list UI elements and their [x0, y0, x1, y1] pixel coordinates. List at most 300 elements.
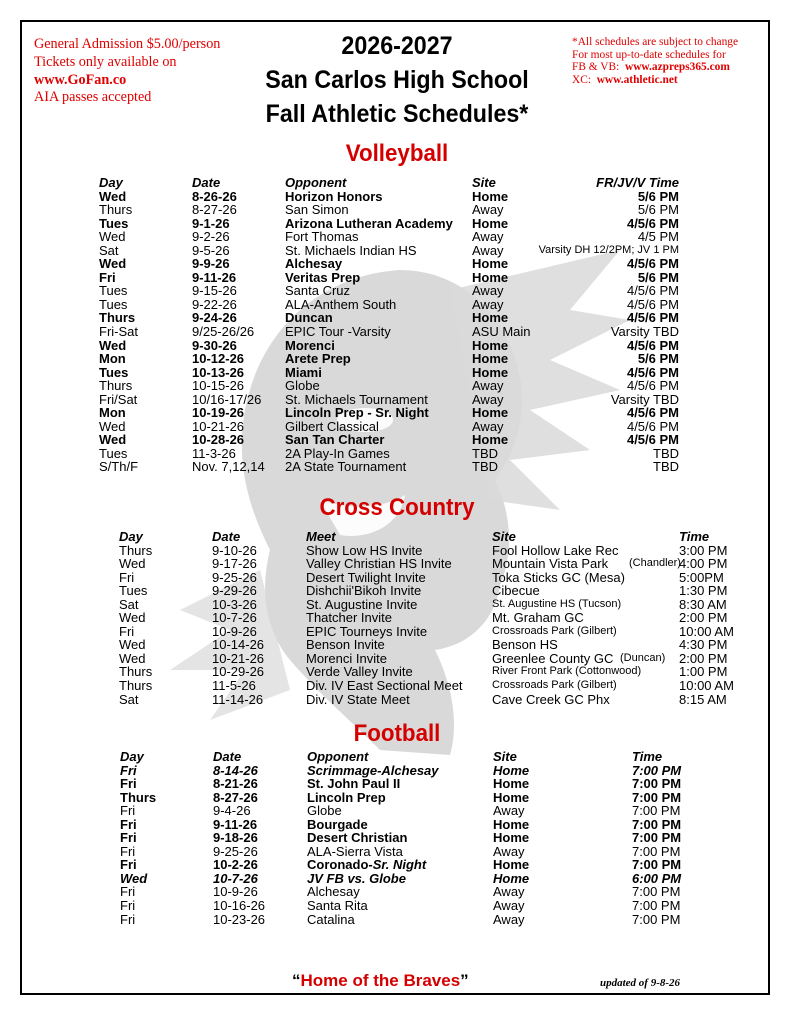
football-row	[120, 858, 700, 872]
game-date: 10-9-26	[213, 884, 258, 900]
col-header-time: FR/JV/V Time	[596, 175, 679, 190]
cross-country-row	[119, 625, 759, 639]
football-row	[120, 764, 700, 778]
meet-time: 4:00 PM	[679, 556, 728, 572]
game-time: TBD	[653, 459, 679, 475]
game-day: Thurs	[99, 378, 133, 394]
disclaimer-updates: For most up-to-date schedules for	[572, 48, 726, 61]
game-time: 4/5/6 PM	[626, 296, 679, 312]
meet-time: 5:00PM	[679, 569, 724, 585]
game-time: Varsity TBD	[610, 391, 679, 407]
game-day: Wed	[99, 256, 127, 272]
game-day: Wed	[99, 418, 126, 434]
game-date: Nov. 7,12,14	[192, 459, 265, 475]
game-site: Home	[472, 310, 509, 326]
game-time: 4/5/6 PM	[626, 364, 679, 380]
game-day: Tues	[99, 364, 129, 380]
game-date: 9-11-26	[213, 816, 258, 832]
football-header-row	[120, 750, 700, 764]
game-site: Away	[472, 378, 504, 394]
volleyball-heading: Volleyball	[345, 140, 449, 167]
game-opponent: Morenci	[285, 337, 335, 353]
game-site: ASU Main	[472, 324, 531, 340]
meet-date: 9-10-26	[212, 542, 257, 558]
meet-date: 10-29-26	[212, 664, 265, 680]
meet-site-city: (Chandler)	[629, 557, 681, 570]
meet-day: Thurs	[119, 542, 153, 558]
meet-site: River Front Park (Cottonwood)	[492, 665, 642, 678]
footer-slogan: “Home of the Braves”	[292, 971, 469, 990]
game-time: 4/5 PM	[637, 229, 679, 245]
game-opponent: Arizona Lutheran Academy	[285, 215, 453, 231]
cross-country-row	[119, 693, 759, 707]
game-opponent: Alchesay	[285, 256, 343, 272]
game-opponent: Desert Christian	[307, 830, 408, 846]
meet-name: Div. IV East Sectional Meet	[306, 678, 463, 694]
meet-name: Verde Valley Invite	[306, 664, 413, 680]
game-opponent: San Tan Charter	[285, 432, 385, 448]
game-opponent: Catalina	[307, 911, 355, 927]
col-header-date: Date	[212, 529, 241, 544]
game-opponent: Horizon Honors	[285, 188, 383, 204]
game-opponent: 2A State Tournament	[285, 459, 407, 475]
meet-day: Fri	[119, 569, 135, 585]
meet-site: Toka Sticks GC (Mesa)	[492, 569, 625, 585]
game-time: 7:00 PM	[632, 816, 682, 832]
game-time: 5/6 PM	[637, 202, 679, 218]
meet-day: Wed	[119, 556, 146, 572]
game-site: Home	[493, 762, 530, 778]
football-heading: Football	[353, 720, 441, 747]
meet-time: 10:00 AM	[679, 678, 734, 694]
game-date: 9-9-26	[192, 256, 230, 272]
cross-country-row	[119, 544, 759, 558]
meet-time: 1:30 PM	[679, 583, 728, 599]
game-time: 6:00 PM	[632, 870, 682, 886]
volleyball-row	[99, 325, 689, 339]
game-opponent: 2A Play-In Games	[285, 445, 390, 461]
football-row	[120, 913, 700, 927]
football-row	[120, 791, 700, 805]
volleyball-table	[99, 176, 689, 474]
game-opponent: San Simon	[285, 202, 349, 218]
game-time: 7:00 PM	[632, 911, 681, 927]
game-day: Tues	[99, 283, 128, 299]
game-day: Fri	[120, 911, 136, 927]
meet-time: 1:00 PM	[679, 664, 728, 680]
game-site: Home	[493, 870, 530, 886]
game-day: Wed	[99, 229, 126, 245]
game-day: Fri	[120, 898, 136, 914]
game-opponent-text: Coronado-	[307, 857, 373, 873]
col-header-day: Day	[120, 749, 144, 764]
game-date: 10-21-26	[192, 418, 245, 434]
volleyball-row	[99, 203, 689, 217]
game-opponent: St. Michaels Tournament	[285, 391, 428, 407]
meet-date: 10-3-26	[212, 596, 257, 612]
game-day: Mon	[99, 351, 126, 367]
meet-name: Valley Christian HS Invite	[306, 556, 452, 572]
game-site: Home	[493, 830, 530, 846]
game-site: Away	[493, 803, 525, 819]
meet-date: 11-5-26	[212, 678, 256, 694]
game-day: Wed	[99, 432, 127, 448]
game-site: Home	[472, 337, 509, 353]
meet-day: Sat	[119, 691, 139, 707]
meet-date: 10-9-26	[212, 623, 257, 639]
game-time: 4/5/6 PM	[626, 215, 679, 231]
game-time: 4/5/6 PM	[626, 310, 679, 326]
col-header-time: Time	[632, 749, 663, 764]
volleyball-row	[99, 284, 689, 298]
game-date: 8-27-26	[192, 202, 237, 218]
game-date: 10-2-26	[213, 857, 258, 873]
game-time: 4/5/6 PM	[626, 432, 679, 448]
schedule-frame	[20, 20, 770, 995]
game-time: 7:00 PM	[632, 830, 682, 846]
game-date: 10-15-26	[192, 378, 245, 394]
cross-country-row	[119, 584, 759, 598]
col-header-site: Site	[472, 175, 496, 190]
game-date: 10-28-26	[192, 432, 245, 448]
meet-date: 9-29-26	[212, 583, 257, 599]
football-row	[120, 777, 700, 791]
game-date: 8-27-26	[213, 789, 258, 805]
game-time: 4/5/6 PM	[626, 418, 679, 434]
meet-date: 10-14-26	[212, 637, 265, 653]
volleyball-row	[99, 190, 689, 204]
meet-name: Show Low HS Invite	[306, 542, 423, 558]
disclaimer-xc-label: XC:	[572, 73, 591, 86]
game-opponent: Bourgade	[307, 816, 368, 832]
senior-night-note: Sr. Night	[372, 857, 427, 873]
game-date: 10-19-26	[192, 405, 245, 421]
game-date: 10/16-17/26	[192, 391, 262, 407]
game-site: Home	[472, 405, 509, 421]
meet-site-city: (Duncan)	[620, 651, 666, 664]
cross-country-header-row	[119, 530, 759, 544]
game-site: Home	[472, 215, 509, 231]
cross-country-row	[119, 598, 759, 612]
game-date: 9-25-26	[213, 843, 258, 859]
meet-site: Cave Creek GC Phx	[492, 691, 610, 707]
game-opponent: Lincoln Prep - Sr. Night	[285, 405, 429, 421]
col-header-date: Date	[213, 749, 242, 764]
game-opponent: JV FB vs. Globe	[307, 870, 406, 886]
game-date: 9-1-26	[192, 215, 230, 231]
game-date: 9-24-26	[192, 310, 237, 326]
game-opponent: EPIC Tour -Varsity	[285, 324, 391, 340]
game-time: 4/5/6 PM	[626, 337, 679, 353]
game-day: Thurs	[120, 789, 157, 805]
title-year: 2026-2027	[341, 32, 453, 60]
col-header-opponent: Opponent	[307, 749, 369, 764]
col-header-day: Day	[119, 529, 143, 544]
meet-site: Mt. Graham GC	[492, 610, 584, 626]
game-date: 10-7-26	[213, 870, 258, 886]
volleyball-row	[99, 366, 689, 380]
volleyball-row	[99, 420, 689, 434]
game-opponent: Fort Thomas	[285, 229, 359, 245]
game-site: Home	[472, 432, 509, 448]
azpreps-link[interactable]: www.azpreps365.com	[624, 61, 730, 74]
game-day: Fri/Sat	[99, 391, 138, 407]
game-site: TBD	[472, 445, 498, 461]
game-day: Wed	[99, 188, 127, 204]
game-site: Away	[493, 843, 525, 859]
col-header-meet: Meet	[306, 529, 336, 544]
game-time: 4/5/6 PM	[626, 378, 679, 394]
meet-name: St. Augustine Invite	[306, 596, 418, 612]
meet-site: Mountain Vista Park	[492, 556, 609, 572]
game-site: Away	[472, 242, 504, 258]
game-day: Fri	[120, 776, 137, 792]
meet-site: Benson HS	[492, 637, 558, 653]
football-row	[120, 831, 700, 845]
game-opponent: Duncan	[285, 310, 333, 326]
game-site: Away	[472, 202, 504, 218]
game-date: 9-18-26	[213, 830, 258, 846]
game-site: Away	[472, 229, 504, 245]
updated-date: updated of 9-8-26	[600, 977, 681, 989]
cross-country-row	[119, 679, 759, 693]
meet-name: Desert Twilight Invite	[306, 569, 426, 585]
game-time: 7:00 PM	[632, 857, 682, 873]
volleyball-row	[99, 244, 689, 258]
game-site: Home	[472, 364, 509, 380]
game-day: Tues	[99, 215, 129, 231]
game-site: Away	[493, 911, 525, 927]
meet-day: Fri	[119, 623, 135, 639]
game-day: Tues	[99, 296, 128, 312]
game-opponent: ALA-Anthem South	[285, 296, 397, 312]
game-site: Away	[472, 391, 504, 407]
game-day: Thurs	[99, 202, 133, 218]
game-site: Home	[472, 256, 509, 272]
meet-day: Thurs	[119, 664, 153, 680]
game-date: 9-11-26	[192, 269, 237, 285]
cross-country-table	[119, 530, 759, 706]
meet-site: St. Augustine HS (Tucson)	[492, 597, 622, 610]
cross-country-heading: Cross Country	[319, 494, 475, 521]
meet-site: Crossroads Park (Gilbert)	[492, 679, 617, 692]
game-time: 5/6 PM	[637, 269, 679, 285]
meet-time: 3:00 PM	[679, 542, 728, 558]
game-day: Thurs	[99, 310, 136, 326]
game-day: Fri	[120, 762, 137, 778]
game-site: Away	[493, 884, 525, 900]
football-row	[120, 804, 700, 818]
volleyball-row	[99, 352, 689, 366]
game-date: 11-3-26	[192, 445, 236, 461]
game-time: 5/6 PM	[637, 351, 679, 367]
game-site: Home	[472, 269, 509, 285]
disclaimer-change: *All schedules are subject to change	[572, 36, 739, 48]
game-day: Fri	[120, 830, 137, 846]
game-time: 7:00 PM	[632, 776, 682, 792]
meet-time: 2:00 PM	[679, 650, 728, 666]
volleyball-row	[99, 339, 689, 353]
football-row	[120, 899, 700, 913]
volleyball-row	[99, 230, 689, 244]
meet-name: Benson Invite	[306, 637, 385, 653]
volleyball-row	[99, 379, 689, 393]
game-time: Varsity TBD	[610, 324, 679, 340]
volleyball-row	[99, 311, 689, 325]
meet-date: 9-25-26	[212, 569, 257, 585]
meet-date: 11-14-26	[212, 691, 264, 707]
meet-date: 10-7-26	[212, 610, 257, 626]
aia-passes: AIA passes accepted	[34, 89, 152, 106]
football-row	[120, 818, 700, 832]
title-school: San Carlos High School	[265, 66, 529, 94]
game-opponent: Lincoln Prep	[307, 789, 386, 805]
game-date: 9-5-26	[192, 242, 230, 258]
game-time: 5/6 PM	[637, 188, 679, 204]
game-time: 7:00 PM	[632, 843, 681, 859]
game-opponent: Santa Cruz	[285, 283, 351, 299]
cross-country-row	[119, 557, 759, 571]
meet-name: Div. IV State Meet	[306, 691, 410, 707]
game-time: 4/5/6 PM	[626, 405, 679, 421]
slogan-text: Home of the Braves	[300, 971, 461, 990]
game-day: Fri-Sat	[99, 324, 138, 340]
meet-day: Wed	[119, 650, 146, 666]
football-row	[120, 872, 700, 886]
game-time: 7:00 PM	[632, 789, 682, 805]
meet-day: Tues	[119, 583, 148, 599]
game-site: Away	[493, 898, 525, 914]
football-row	[120, 845, 700, 859]
col-header-date: Date	[192, 175, 221, 190]
game-day: Wed	[99, 337, 127, 353]
game-date: 8-21-26	[213, 776, 258, 792]
col-header-site: Site	[493, 749, 517, 764]
game-date: 9-22-26	[192, 296, 237, 312]
cross-country-row	[119, 638, 759, 652]
admission-price: General Admission $5.00/person	[34, 36, 221, 52]
meet-site: Crossroads Park (Gilbert)	[492, 624, 617, 637]
game-site: Home	[493, 776, 530, 792]
game-opponent: Globe	[285, 378, 320, 394]
game-day: Fri	[120, 803, 136, 819]
game-opponent: St. Michaels Indian HS	[285, 242, 417, 258]
football-table	[120, 750, 700, 926]
volleyball-row	[99, 433, 689, 447]
game-day: Sat	[99, 242, 119, 258]
game-opponent: ALA-Sierra Vista	[307, 843, 403, 859]
meet-time: 10:00 AM	[679, 623, 734, 639]
game-site: TBD	[472, 459, 498, 475]
game-site: Home	[472, 188, 509, 204]
game-site: Away	[472, 296, 504, 312]
meet-site: Fool Hollow Lake Rec	[492, 542, 619, 558]
col-header-day: Day	[99, 175, 123, 190]
game-day: Mon	[99, 405, 126, 421]
meet-site: Cibecue	[492, 583, 540, 599]
game-date: 9-2-26	[192, 229, 230, 245]
volleyball-row	[99, 460, 689, 474]
game-time: 7:00 PM	[632, 898, 681, 914]
meet-time: 2:00 PM	[679, 610, 728, 626]
volleyball-row	[99, 271, 689, 285]
game-opponent: Alchesay	[307, 884, 360, 900]
game-time: 4/5/6 PM	[626, 283, 679, 299]
volleyball-row	[99, 447, 689, 461]
meet-day: Wed	[119, 610, 146, 626]
meet-name: EPIC Tourneys Invite	[306, 623, 428, 639]
game-date: 9-4-26	[213, 803, 251, 819]
disclaimer-fbvb-label: FB & VB:	[572, 61, 620, 74]
meet-day: Thurs	[119, 678, 153, 694]
game-site: Home	[493, 857, 530, 873]
meet-time: 8:30 AM	[679, 596, 727, 612]
admission-tickets: Tickets only available on	[34, 53, 177, 70]
game-time: Varsity DH 12/2PM; JV 1 PM	[538, 243, 679, 256]
gofan-link[interactable]: www.GoFan.co	[34, 71, 127, 88]
meet-date: 10-21-26	[212, 650, 265, 666]
meet-name: Dishchii'Bikoh Invite	[306, 583, 422, 599]
volleyball-row	[99, 257, 689, 271]
volleyball-row	[99, 393, 689, 407]
game-opponent: Globe	[307, 803, 342, 819]
game-day: S/Th/F	[99, 459, 139, 475]
game-opponent: Miami	[285, 364, 322, 380]
game-day: Fri	[120, 816, 137, 832]
game-date: 8-26-26	[192, 188, 237, 204]
col-header-time: Time	[679, 529, 710, 544]
game-date: 10-16-26	[213, 898, 266, 914]
game-day: Wed	[120, 870, 148, 886]
meet-name: Thatcher Invite	[306, 610, 392, 626]
game-date: 8-14-26	[213, 762, 258, 778]
game-site: Home	[472, 351, 509, 367]
game-day: Fri	[120, 857, 137, 873]
col-header-site: Site	[492, 529, 516, 544]
game-site: Away	[472, 283, 504, 299]
cross-country-row	[119, 571, 759, 585]
athletic-net-link[interactable]: www.athletic.net	[596, 73, 678, 86]
game-time: 7:00 PM	[632, 803, 681, 819]
game-opponent: Santa Rita	[307, 898, 368, 914]
game-site: Home	[493, 789, 530, 805]
meet-time: 4:30 PM	[679, 637, 728, 653]
game-day: Fri	[120, 843, 136, 859]
volleyball-row	[99, 217, 689, 231]
game-date: 10-12-26	[192, 351, 245, 367]
cross-country-row	[119, 611, 759, 625]
game-day: Tues	[99, 445, 128, 461]
meet-time: 8:15 AM	[679, 691, 727, 707]
game-time: TBD	[653, 445, 679, 461]
title-schedule: Fall Athletic Schedules*	[265, 100, 529, 128]
meet-day: Wed	[119, 637, 146, 653]
game-opponent: Arete Prep	[285, 351, 351, 367]
cross-country-row	[119, 652, 759, 666]
game-date: 9-30-26	[192, 337, 237, 353]
game-time: 7:00 PM	[632, 884, 681, 900]
game-day: Fri	[99, 269, 116, 285]
volleyball-header-row	[99, 176, 689, 190]
meet-site: Greenlee County GC	[492, 650, 614, 666]
volleyball-row	[99, 298, 689, 312]
game-time: 4/5/6 PM	[626, 256, 679, 272]
meet-date: 9-17-26	[212, 556, 257, 572]
game-opponent	[307, 858, 426, 872]
cross-country-row	[119, 665, 759, 679]
game-site: Home	[493, 816, 530, 832]
game-site: Away	[472, 418, 504, 434]
